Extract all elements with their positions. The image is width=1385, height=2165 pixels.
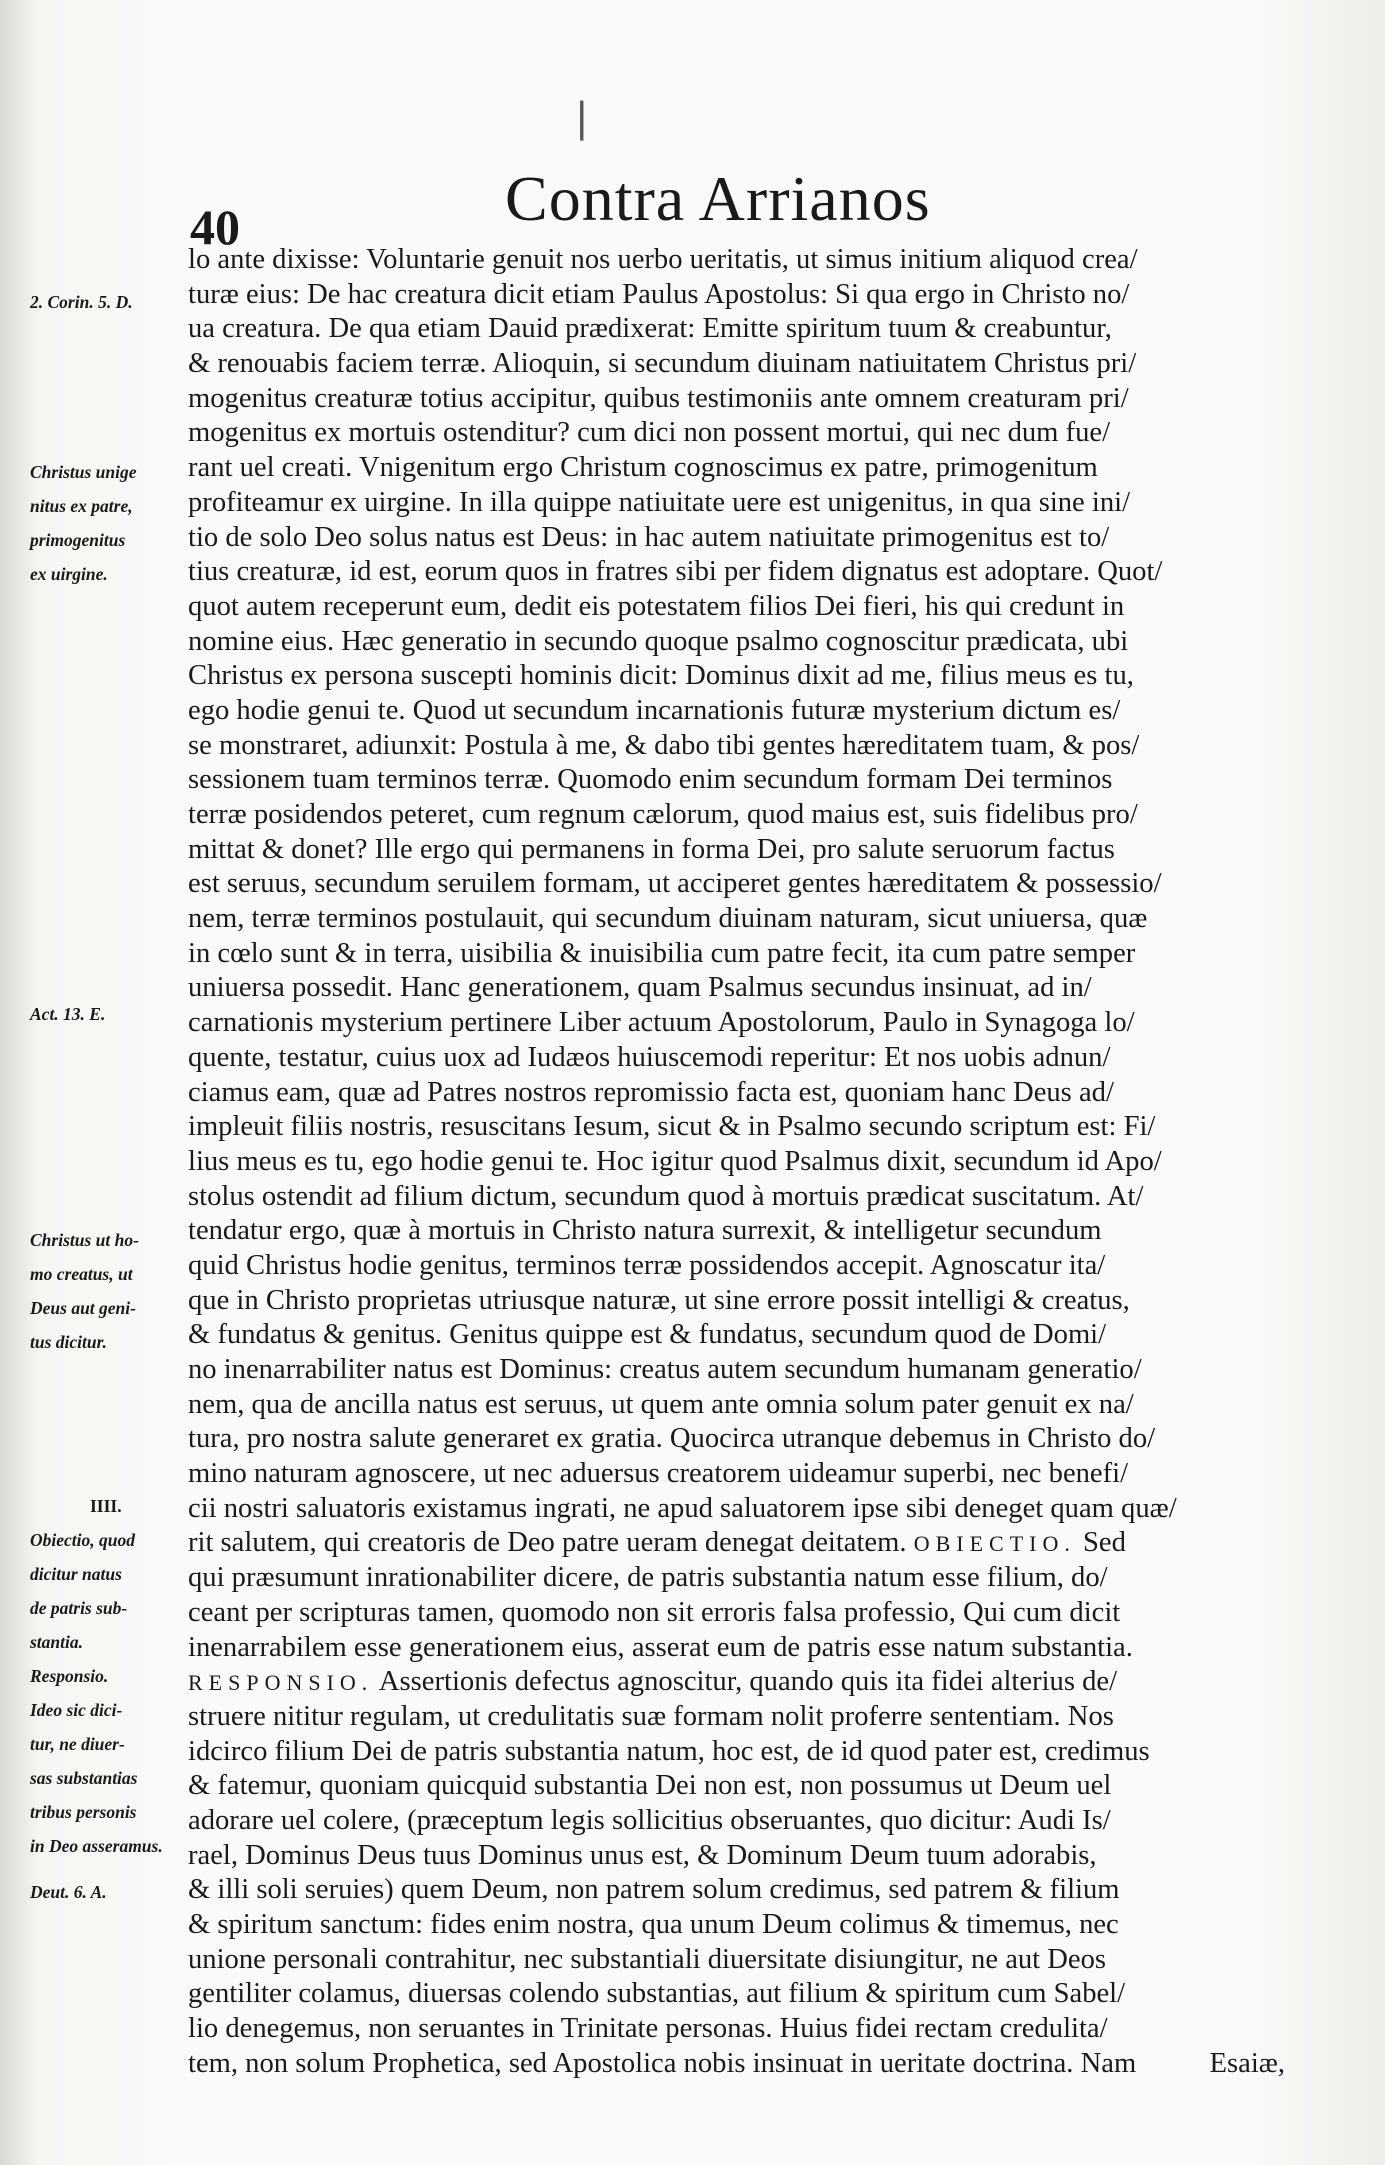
text-line: gentiliter colamus, diuersas colendo substantias, aut filium & spiritum cum Sabel/	[188, 1978, 1126, 2010]
text-line: carnationis mysterium pertinere Liber actuum Apostolorum, Paulo in Synagoga lo/	[188, 1007, 1135, 1039]
text-line: sessionem tuam terminos terræ. Quomodo enim secundum formam Dei terminos	[188, 764, 1113, 796]
text-line: ua creatura. De qua etiam Dauid prædixerat: Emitte spiritum tuum & creabuntur,	[188, 313, 1112, 345]
margin-note: in Deo asseramus.	[30, 1836, 163, 1856]
text-line: quente, testatur, cuius uox ad Iudæos huiuscemodi reperitur: Et nos uobis adnun/	[188, 1041, 1111, 1073]
margin-note-reference: 2. Corin. 5. D.	[30, 292, 133, 312]
text-line: est seruus, secundum seruilem formam, ut acciperet gentes hæreditatem & possessio/	[188, 868, 1162, 900]
margin-note: Obiectio, quod	[30, 1530, 135, 1550]
text-line: cii nostri saluatoris existamus ingrati, ne apud saluatorem ipse sibi deneget quam quæ/	[188, 1492, 1177, 1524]
text-line: profiteamur ex uirgine. In illa quippe natiuitate uere est unigenitus, in qua sine ini/	[188, 486, 1131, 518]
text-line: & illi soli seruies) quem Deum, non patrem solum credimus, sed patrem & filium	[188, 1874, 1120, 1906]
text-line: lius meus es tu, ego hodie genui te. Hoc igitur quod Psalmus dixit, secundum id Apo/	[188, 1145, 1162, 1177]
margin-note-reference: Act. 13. E.	[30, 1004, 106, 1024]
section-numeral: IIII.	[90, 1496, 122, 1516]
text-line: tura, pro nostra salute generaret ex gratia. Quocirca utranque debemus in Christo do/	[188, 1423, 1156, 1455]
page-number: 40	[190, 199, 240, 255]
text-line: idcirco filium Dei de patris substantia natum, hoc est, de id quod pater est, credimus	[188, 1735, 1150, 1767]
text-line: impleuit filiis nostris, resuscitans Iesum, sicut & in Psalmo secundo scriptum est: Fi/	[188, 1111, 1156, 1143]
text-line: turæ eius: De hac creatura dicit etiam Paulus Apostolus: Si qua ergo in Christo no/	[188, 278, 1130, 310]
text-line: mittat & donet? Ille ergo qui permanens in forma Dei, pro salute seruorum factus	[188, 833, 1115, 865]
text-segment: Sed	[1083, 1527, 1126, 1559]
text-line: quot autem receperunt eum, dedit eis potestatem filios Dei fieri, his qui credunt in	[188, 590, 1125, 622]
text-line: ciamus eam, quæ ad Patres nostros repromissio facta est, quoniam hanc Deus ad/	[188, 1076, 1114, 1108]
text-line: & fundatus & genitus. Genitus quippe est & fundatus, secundum quod de Domi/	[188, 1319, 1107, 1351]
text-segment: Assertionis defectus agnoscitur, quando quis ita fidei alterius de/	[378, 1666, 1118, 1698]
text-line: lio denegemus, non seruantes in Trinitate personas. Huius fidei rectam credulita/	[188, 2013, 1108, 2045]
text-line: stolus ostendit ad filium dictum, secundum quod à mortuis prædicat suscitatum. At/	[188, 1180, 1144, 1212]
margin-note: sas substantias	[30, 1768, 138, 1788]
text-line: nem, terræ terminos postulauit, qui secundum diuinam naturam, sicut uniuersa, quæ	[188, 903, 1148, 935]
ink-mark: ❘	[565, 95, 599, 141]
text-line: struere nititur regulam, ut credulitatis suæ formam nolit proferre sententiam. Nos	[188, 1700, 1114, 1732]
text-line: uniuersa possedit. Hanc generationem, quam Psalmus secundus insinuat, ad in/	[188, 972, 1092, 1004]
text-line: que in Christo proprietas utriusque naturæ, ut sine errore possit intelligi & creatus,	[188, 1284, 1130, 1316]
text-line: no inenarrabiliter natus est Dominus: creatus autem secundum humanam generatio/	[188, 1354, 1142, 1385]
margin-note: mo creatus, ut	[30, 1264, 133, 1284]
margin-note: tur, ne diuer-	[30, 1734, 125, 1754]
page-header	[0, 150, 1385, 255]
text-line: in cœlo sunt & in terra, uisibilia & inuisibilia cum patre fecit, ita cum patre semper	[188, 937, 1136, 969]
text-line: terræ posidendos peteret, cum regnum cælorum, quod maius est, suis fidelibus pro/	[188, 799, 1138, 830]
responsio-label: RESPONSIO.	[188, 1670, 374, 1696]
margin-note-reference: Deut. 6. A.	[30, 1882, 107, 1902]
margin-note: primogenitus	[30, 530, 126, 550]
text-line: & fatemur, quoniam quicquid substantia Dei non est, non possumus ut Deum uel	[188, 1770, 1112, 1802]
margin-note: Responsio.	[30, 1666, 109, 1686]
text-line: & spiritum sanctum: fides enim nostra, qua unum Deum colimus & timemus, nec	[188, 1909, 1119, 1940]
margin-note: Christus ut ho-	[30, 1230, 139, 1250]
objectio-label: OBIECTIO.	[913, 1531, 1076, 1557]
catchword: Esaiæ,	[1209, 2048, 1285, 2079]
text-line: ego hodie genui te. Quod ut secundum incarnationis futuræ mysterium dictum es/	[188, 694, 1121, 726]
margin-note: Christus unige	[30, 462, 137, 482]
text-line: rael, Dominus Deus tuus Dominus unus est, & Dominum Deum tuum adorabis,	[188, 1839, 1097, 1871]
text-line: mino naturam agnoscere, ut nec aduersus creatorem uideamur superbi, nec benefi/	[188, 1458, 1129, 1490]
margin-note: Deus aut geni-	[30, 1298, 136, 1318]
margin-note: stantia.	[30, 1632, 84, 1652]
margin-note: tus dicitur.	[30, 1332, 107, 1352]
margin-note: Ideo sic dici-	[30, 1700, 123, 1720]
text-line: rant uel creati. Vnigenitum ergo Christum cognoscimus ex patre, primogenitum	[188, 452, 1098, 484]
margin-note: ex uirgine.	[30, 564, 108, 584]
text-line: mogenitus creaturæ totius accipitur, quibus testimoniis ante omnem creaturam pri/	[188, 382, 1129, 414]
margin-note: nitus ex patre,	[30, 496, 133, 516]
text-line: nem, qua de ancilla natus est seruus, ut quem ante omnia solum pater genuit ex na/	[188, 1388, 1134, 1420]
margin-note: dicitur natus	[30, 1564, 122, 1584]
text-line-with-label	[188, 1526, 1290, 1561]
text-line: inenarrabilem esse generationem eius, asserat eum de patris esse natum substantia.	[188, 1631, 1133, 1663]
text-line: & renouabis faciem terræ. Alioquin, si secundum diuinam natiuitatem Christus pri/	[188, 348, 1137, 380]
margin-note: tribus personis	[30, 1802, 137, 1822]
text-line: mogenitus ex mortuis ostenditur? cum dici non possent mortui, qui nec dum fue/	[188, 417, 1111, 449]
text-line: tem, non solum Prophetica, sed Apostolica nobis insinuat in ueritate doctrina. Nam	[188, 2047, 1137, 2079]
text-line: unione personali contrahitur, nec substantiali diuersitate disiungitur, ne aut Deos	[188, 1943, 1107, 1975]
margin-note: de patris sub-	[30, 1598, 128, 1618]
body-text	[188, 243, 1290, 2081]
text-line: adorare uel colere, (præceptum legis sollicitius obseruantes, quo dicitur: Audi Is/	[188, 1804, 1111, 1836]
text-line: tio de solo Deo solus natus est Deus: in hac autem natiuitate primogenitus est to/	[188, 521, 1110, 553]
text-line: nomine eius. Hæc generatio in secundo quoque psalmo cognoscitur prædicata, ubi	[188, 625, 1129, 657]
text-line: tendatur ergo, quæ à mortuis in Christo natura surrexit, & intelligetur secundum	[188, 1215, 1102, 1247]
text-line: se monstraret, adiunxit: Postula à me, & dabo tibi gentes hæreditatem tuam, & pos/	[188, 729, 1140, 761]
running-title: Contra Arrianos	[505, 163, 931, 234]
text-line: tius creaturæ, id est, eorum quos in fratres sibi per fidem dignatus est adoptare. Quot/	[188, 556, 1163, 588]
text-segment: rit salutem, qui creatoris de Deo patre ueram denegat deitatem.	[188, 1527, 907, 1559]
text-line: lo ante dixisse: Voluntarie genuit nos uerbo ueritatis, ut simus initium aliquod crea/	[188, 244, 1138, 275]
text-line: Christus ex persona suscepti hominis dicit: Dominus dixit ad me, filius meus es tu,	[188, 660, 1134, 692]
text-line: quid Christus hodie genitus, terminos terræ possidendos accepit. Agnoscatur ita/	[188, 1249, 1106, 1281]
text-line: ceant per scripturas tamen, quomodo non sit erroris falsa professio, Qui cum dicit	[188, 1596, 1121, 1628]
text-line-with-label	[188, 1665, 1290, 1700]
text-line: qui præsumunt inrationabiliter dicere, de patris substantia natum esse filium, do/	[188, 1562, 1108, 1594]
